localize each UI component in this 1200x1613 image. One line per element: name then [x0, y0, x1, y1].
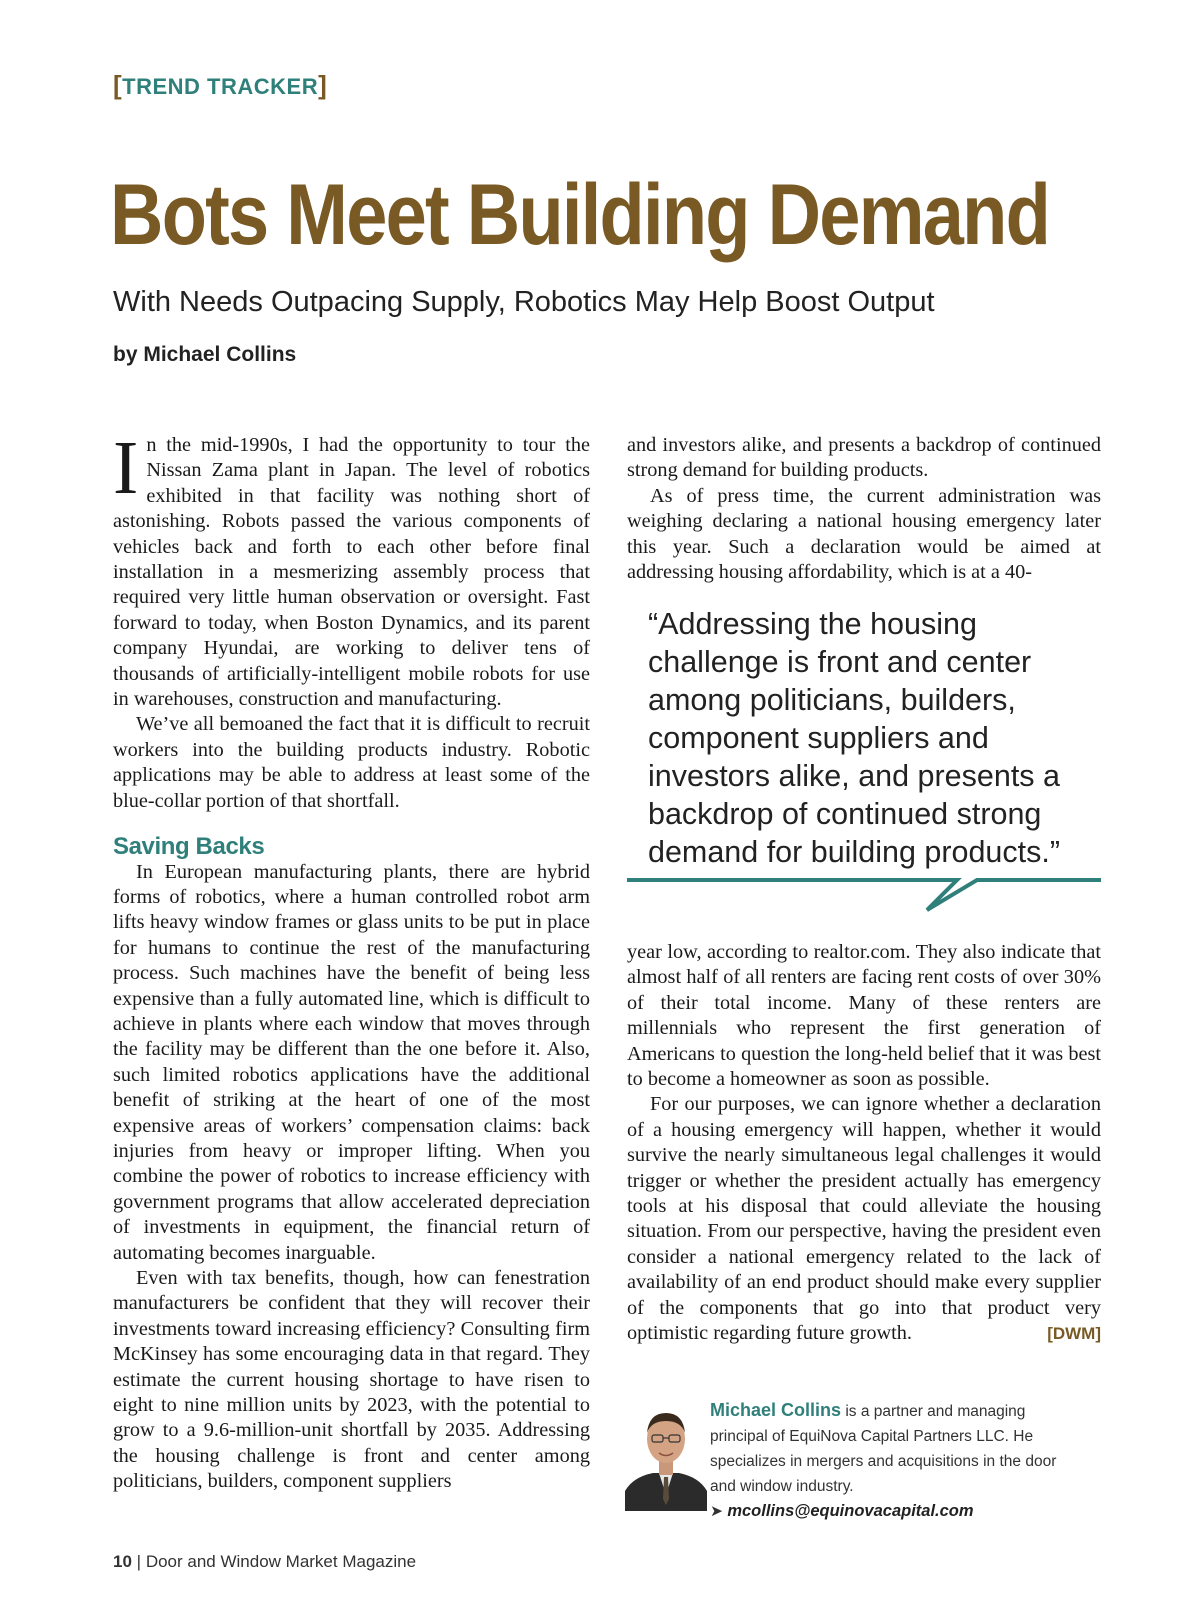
author-photo — [625, 1399, 707, 1511]
arrow-icon: ➤ — [710, 1503, 723, 1520]
kicker-bracket-close: ] — [318, 70, 328, 100]
author-name: Michael Collins — [710, 1400, 842, 1420]
paragraph: We’ve all bemoaned the fact that it is difficult to recruit workers into the building products industry. Robotic applications may be able to address at least some of the blue-collar portion of that shortfall. — [113, 713, 590, 812]
paragraph-text: n the mid-1990s, I had the opportunity to tour the Nissan Zama plant in Japan. The level of robotics exhibited in that facility was nothing short of astonishing. Robots passed the various components of vehicles back and forth to each other before final installation in a mesmerizing assembly process that required very little human observation or oversight. Fast forward to today, when Boston Dynamics, and its parent company Hyundai, are working to deliver tens of thousands of artificially-intelligent mobile robots for use in warehouses, construction and manufacturing. — [113, 434, 590, 711]
article-subtitle: With Needs Outpacing Supply, Robotics May Help Boost Output — [113, 286, 935, 318]
paragraph — [627, 1092, 1101, 1346]
article-title: Bots Meet Building Demand — [110, 167, 1050, 263]
paragraph: Even with tax benefits, though, how can fenestration manufacturers be confident that they will recover their investments toward increasing efficiency? Consulting firm McKinsey has some encouraging data in that regard. They estimate the current housing shortage to have risen to eight to nine million units by 2023, with the potential to grow to a 9.6-million-unit shortfall by 2035. Addressing the housing challenge is front and center among politicians, builders, component suppliers — [113, 1267, 590, 1493]
paragraph: As of press time, the current administration was weighing declaring a national housing emergency later this year. Such a declaration would be aimed at addressing housing affordability, which is at a 40- — [627, 484, 1101, 584]
end-tag: [DWM] — [1047, 1324, 1101, 1344]
drop-cap: I — [113, 426, 139, 510]
publication-name: Door and Window Market Magazine — [145, 1552, 417, 1571]
right-column-bottom — [627, 940, 1101, 1347]
paragraph: year low, according to realtor.com. They also indicate that almost half of all renters are facing rent costs of over 30% of their total income. Many of these renters are millennials who represent the first generation of Americans to question the long-held belief that it was best to become a homeowner as soon as possible. — [627, 941, 1101, 1091]
kicker-label: TREND TRACKER — [122, 74, 319, 99]
section-kicker — [113, 70, 327, 101]
right-column-top — [627, 433, 1101, 585]
left-column — [113, 426, 590, 1495]
section-subhead: Saving Backs — [113, 833, 265, 861]
page-number: 10 — [113, 1552, 132, 1571]
author-email-link[interactable]: mcollins@equinovacapital.com — [727, 1502, 974, 1520]
kicker-bracket-open: [ — [113, 70, 123, 100]
footer-separator: | — [136, 1552, 142, 1571]
pull-quote: “Addressing the housing challenge is front and center among politicians, builders, component suppliers and investors alike, and presents a backdrop of continued strong demand for building products.” — [648, 607, 1060, 869]
pull-quote-rule — [627, 872, 1101, 912]
author-bio — [710, 1398, 1080, 1524]
byline: by Michael Collins — [113, 343, 297, 366]
page-footer — [113, 1552, 416, 1572]
paragraph: and investors alike, and presents a backdrop of continued strong demand for building products. — [627, 434, 1101, 482]
author-bio-text: is a partner and managing principal of EquiNova Capital Partners LLC. He specializes in mergers and acquisitions in the door and window industry. — [710, 1403, 1057, 1495]
paragraph: In European manufacturing plants, there are hybrid forms of robotics, where a human controlled robot arm lifts heavy window frames or glass units to be put in place for humans to continue the rest of the manufacturing process. Such machines have the benefit of being less expensive than a fully automated line, which is difficult to achieve in plants where each window that moves through the facility may be different than the one before it. Also, such limited robotics applications have the additional benefit of striking at the heart of one of the most expensive areas of workers’ compensation claims: back injuries from heavy or improper lifting. When you combine the power of robotics to increase efficiency with government programs that allow accelerated depreciation of investments in equipment, the financial return of automating becomes inarguable. — [113, 860, 590, 1264]
paragraph — [113, 426, 590, 712]
paragraph-text: For our purposes, we can ignore whether a declaration of a housing emergency will happen, whether it would survive the nearly simultaneous legal challenges it would trigger or whether the president actually has emergency tools at his disposal that could alleviate the housing situation. From our perspective, having the president even consider a national emergency related to the lack of availability of an end product should make every supplier of the components that go into that product very optimistic regarding future growth. — [627, 1093, 1101, 1345]
